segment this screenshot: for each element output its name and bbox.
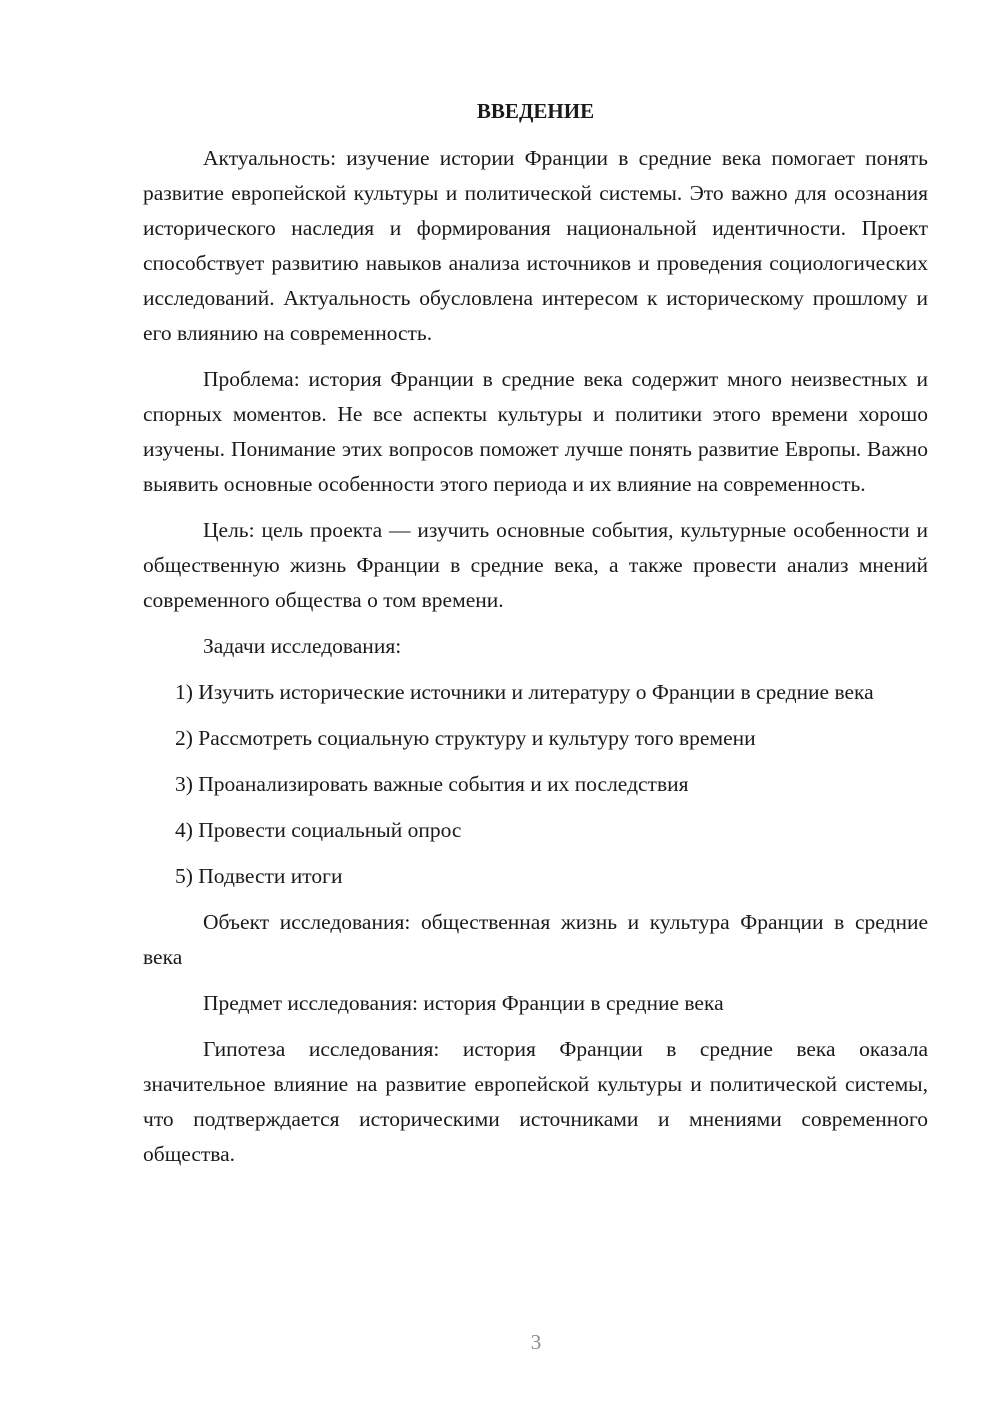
section-heading: ВВЕДЕНИЕ: [476, 99, 595, 123]
goal-paragraph: Цель: цель проекта — изучить основные события, культурные особенности и общественную жизнь Франции в средние века, а также провести анализ мнений современного общества о том времени.: [143, 518, 928, 612]
task-item-3: 3) Проанализировать важные события и их последствия: [175, 772, 689, 796]
task-item-1: 1) Изучить исторические источники и литературу о Франции в средние века: [175, 680, 874, 704]
subject-paragraph: Предмет исследования: история Франции в средние века: [203, 991, 724, 1015]
task-item-5: 5) Подвести итоги: [175, 864, 343, 888]
task-item-2: 2) Рассмотреть социальную структуру и культуру того времени: [175, 726, 756, 750]
page-number: 3: [530, 1330, 542, 1354]
tasks-heading: Задачи исследования:: [203, 634, 402, 658]
problem-paragraph: Проблема: история Франции в средние века содержит много неизвестных и спорных моментов. Не все аспекты культуры и политики этого времени хорошо изучены. Понимание этих вопросов поможет лучше понять развитие Европы. Важно выявить основные особенности этого периода и их влияние на современность.: [143, 367, 928, 496]
task-item-4: 4) Провести социальный опрос: [175, 818, 462, 842]
page-content: [143, 94, 928, 1183]
hypothesis-paragraph: Гипотеза исследования: история Франции в средние века оказала значительное влияние на развитие европейской культуры и политической системы, что подтверждается историческими источниками и мнениями современного общества.: [143, 1037, 928, 1166]
object-paragraph: Объект исследования: общественная жизнь и культура Франции в средние века: [143, 910, 928, 969]
relevance-paragraph: Актуальность: изучение истории Франции в средние века помогает понять развитие европейской культуры и политической системы. Это важно для осознания исторического наследия и формирования национальной идентичности. Проект способствует развитию навыков анализа источников и проведения социологических исследований. Актуальность обусловлена интересом к историческому прошлому и его влиянию на современность.: [143, 146, 928, 345]
